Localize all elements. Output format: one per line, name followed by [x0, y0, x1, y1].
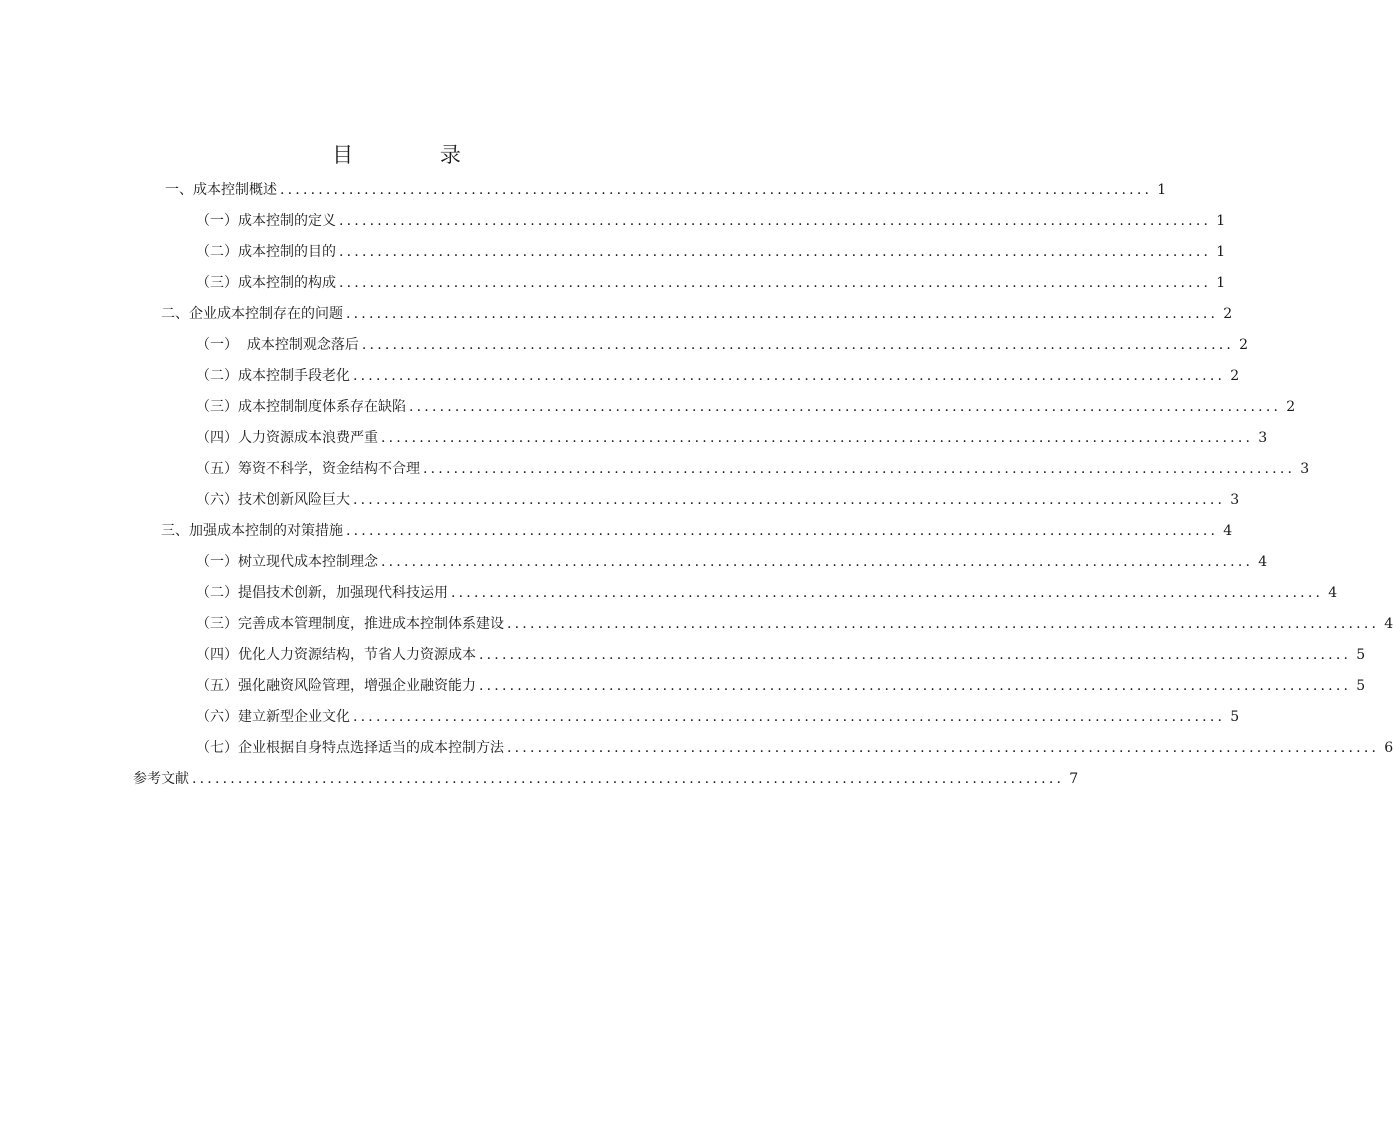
toc-dot-leader: .................................................................................................................. — [381, 554, 1254, 570]
toc-entry-label: 三、加强成本控制的对策措施 — [161, 523, 343, 539]
toc-entry-label: （六）建立新型企业文化 — [196, 709, 350, 725]
toc-dot-leader: .................................................................................................................. — [353, 709, 1226, 725]
toc-dot-leader: .................................................................................................................. — [409, 399, 1282, 415]
toc-entry-3[interactable] — [161, 517, 1233, 545]
toc-entry-1-3[interactable] — [196, 269, 1226, 297]
toc-dot-leader: .................................................................................................................. — [346, 523, 1219, 539]
toc-entry-page: 1 — [1216, 244, 1226, 260]
toc-entry-label: （五）筹资不科学，资金结构不合理 — [196, 461, 420, 477]
toc-entry-2-1[interactable] — [196, 331, 1249, 359]
toc-entry-1-1[interactable] — [196, 207, 1226, 235]
toc-entry-2-3[interactable] — [196, 393, 1296, 421]
toc-entry-3-5[interactable] — [196, 672, 1366, 700]
toc-entry-3-4[interactable] — [196, 641, 1366, 669]
toc-entry-2-4[interactable] — [196, 424, 1268, 452]
toc-entry-1-2[interactable] — [196, 238, 1226, 266]
toc-entry-references[interactable] — [133, 765, 1079, 793]
toc-entry-label: 参考文献 — [133, 771, 189, 787]
toc-dot-leader: .................................................................................................................. — [479, 678, 1352, 694]
toc-dot-leader: .................................................................................................................. — [280, 182, 1153, 198]
toc-entry-label: （四）优化人力资源结构，节省人力资源成本 — [196, 647, 476, 663]
toc-entry-label: （一）成本控制的定义 — [196, 213, 336, 229]
toc-entry-3-1[interactable] — [196, 548, 1268, 576]
toc-entry-1[interactable] — [165, 176, 1167, 204]
toc-entry-page: 2 — [1239, 337, 1249, 353]
toc-entry-page: 5 — [1230, 709, 1240, 725]
toc-entry-label: （二）成本控制手段老化 — [196, 368, 350, 384]
toc-dot-leader: .................................................................................................................. — [353, 368, 1226, 384]
toc-entry-page: 2 — [1223, 306, 1233, 322]
toc-dot-leader: .................................................................................................................. — [192, 771, 1065, 787]
toc-entry-label: 二、企业成本控制存在的问题 — [161, 306, 343, 322]
toc-entry-label: （一）树立现代成本控制理念 — [196, 554, 378, 570]
toc-entry-page: 5 — [1356, 647, 1366, 663]
toc-entry-label: （四）人力资源成本浪费严重 — [196, 430, 378, 446]
toc-entry-label: （六）技术创新风险巨大 — [196, 492, 350, 508]
toc-dot-leader: .................................................................................................................. — [339, 275, 1212, 291]
toc-entry-2[interactable] — [161, 300, 1233, 328]
toc-entry-label: （三）成本控制的构成 — [196, 275, 336, 291]
toc-entry-label: 一、成本控制概述 — [165, 182, 277, 198]
toc-dot-leader: .................................................................................................................. — [507, 740, 1380, 756]
toc-dot-leader: .................................................................................................................. — [507, 616, 1380, 632]
toc-entry-2-6[interactable] — [196, 486, 1240, 514]
toc-entry-label: （三）成本控制制度体系存在缺陷 — [196, 399, 406, 415]
toc-dot-leader: .................................................................................................................. — [451, 585, 1324, 601]
toc-title: 目 录 — [332, 143, 501, 167]
toc-entry-page: 5 — [1356, 678, 1366, 694]
toc-entry-label: （五）强化融资风险管理，增强企业融资能力 — [196, 678, 476, 694]
toc-entry-page: 3 — [1258, 430, 1268, 446]
toc-entry-2-2[interactable] — [196, 362, 1240, 390]
toc-entry-page: 4 — [1384, 616, 1393, 632]
toc-entry-page: 3 — [1300, 461, 1310, 477]
toc-entry-page: 6 — [1384, 740, 1393, 756]
toc-entry-page: 1 — [1157, 182, 1167, 198]
toc-dot-leader: .................................................................................................................. — [479, 647, 1352, 663]
toc-entry-page: 3 — [1230, 492, 1240, 508]
toc-dot-leader: .................................................................................................................. — [353, 492, 1226, 508]
toc-dot-leader: .................................................................................................................. — [339, 244, 1212, 260]
toc-dot-leader: .................................................................................................................. — [361, 337, 1235, 353]
toc-entry-page: 1 — [1216, 213, 1226, 229]
toc-entry-label: （二）成本控制的目的 — [196, 244, 336, 260]
toc-entry-3-6[interactable] — [196, 703, 1240, 731]
toc-entry-label: （七）企业根据自身特点选择适当的成本控制方法 — [196, 740, 504, 756]
toc-dot-leader: .................................................................................................................. — [423, 461, 1296, 477]
toc-entry-page: 4 — [1328, 585, 1338, 601]
toc-dot-leader: .................................................................................................................. — [346, 306, 1219, 322]
toc-entry-3-7[interactable] — [196, 734, 1393, 762]
toc-entry-label: （一） 成本控制观念落后 — [196, 337, 359, 353]
toc-dot-leader: .................................................................................................................. — [381, 430, 1254, 446]
toc-entry-label: （三）完善成本管理制度，推进成本控制体系建设 — [196, 616, 504, 632]
toc-entry-page: 7 — [1069, 771, 1079, 787]
toc-entry-page: 4 — [1258, 554, 1268, 570]
toc-entry-3-3[interactable] — [196, 610, 1393, 638]
toc-entry-page: 2 — [1230, 368, 1240, 384]
toc-entry-page: 2 — [1286, 399, 1296, 415]
toc-entry-page: 4 — [1223, 523, 1233, 539]
toc-entry-2-5[interactable] — [196, 455, 1310, 483]
toc-entry-page: 1 — [1216, 275, 1226, 291]
toc-dot-leader: .................................................................................................................. — [339, 213, 1212, 229]
toc-entry-3-2[interactable] — [196, 579, 1338, 607]
toc-entry-label: （二）提倡技术创新，加强现代科技运用 — [196, 585, 448, 601]
